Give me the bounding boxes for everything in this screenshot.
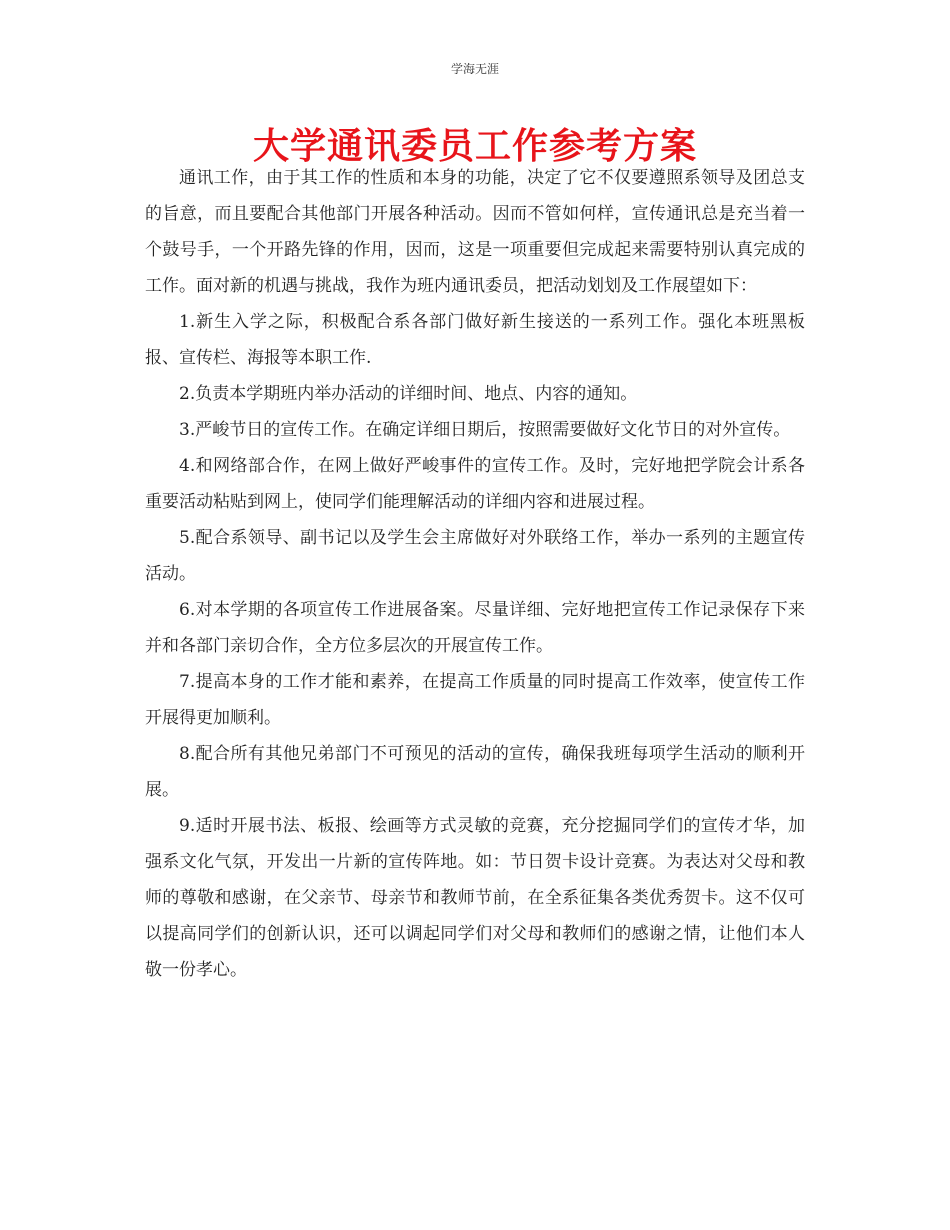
- document-title: 大学通讯委员工作参考方案: [252, 126, 697, 167]
- item-paragraph-1: 1.新生入学之际，积极配合系各部门做好新生接送的一系列工作。强化本班黑板报、宣传栏、海报等本职工作.: [145, 312, 805, 368]
- item-paragraph-5: 5.配合系领导、副书记以及学生会主席做好对外联络工作，举办一系列的主题宣传活动。: [145, 528, 805, 584]
- item-paragraph-2: 2.负责本学期班内举办活动的详细时间、地点、内容的通知。: [179, 384, 638, 404]
- item-paragraph-4: 4.和网络部合作，在网上做好严峻事件的宣传工作。及时，完好地把学院会计系各重要活动粘贴到网上，使同学们能理解活动的详细内容和进展过程。: [145, 456, 805, 512]
- page-header: 学海无涯: [450, 62, 499, 76]
- item-paragraph-9: 9.适时开展书法、板报、绘画等方式灵敏的竞赛，充分挖掘同学们的宣传才华，加强系文化气氛，开发出一片新的宣传阵地。如：节日贺卡设计竞赛。为表达对父母和教师的尊敬和感谢，在父亲节、母亲节和教师节前，在全系征集各类优秀贺卡。这不仅可以提高同学们的创新认识，还可以调起同学们对父母和教师们的感谢之情，让他们本人敬一份孝心。: [145, 816, 805, 980]
- item-paragraph-7: 7.提高本身的工作才能和素养，在提高工作质量的同时提高工作效率，使宣传工作开展得更加顺利。: [145, 672, 805, 728]
- item-paragraph-8: 8.配合所有其他兄弟部门不可预见的活动的宣传，确保我班每项学生活动的顺利开展。: [145, 744, 805, 800]
- document-body: [145, 160, 805, 988]
- intro-paragraph: 通讯工作，由于其工作的性质和本身的功能，决定了它不仅要遵照系领导及团总支的旨意，而且要配合其他部门开展各种活动。因而不管如何样，宣传通讯总是充当着一个鼓号手，一个开路先锋的作用，因而，这是一项重要但完成起来需要特别认真完成的工作。面对新的机遇与挑战，我作为班内通讯委员，把活动划划及工作展望如下：: [145, 168, 805, 296]
- item-paragraph-6: 6.对本学期的各项宣传工作进展备案。尽量详细、完好地把宣传工作记录保存下来并和各部门亲切合作，全方位多层次的开展宣传工作。: [145, 600, 805, 656]
- item-paragraph-3: 3.严峻节日的宣传工作。在确定详细日期后，按照需要做好文化节日的对外宣传。: [179, 420, 791, 440]
